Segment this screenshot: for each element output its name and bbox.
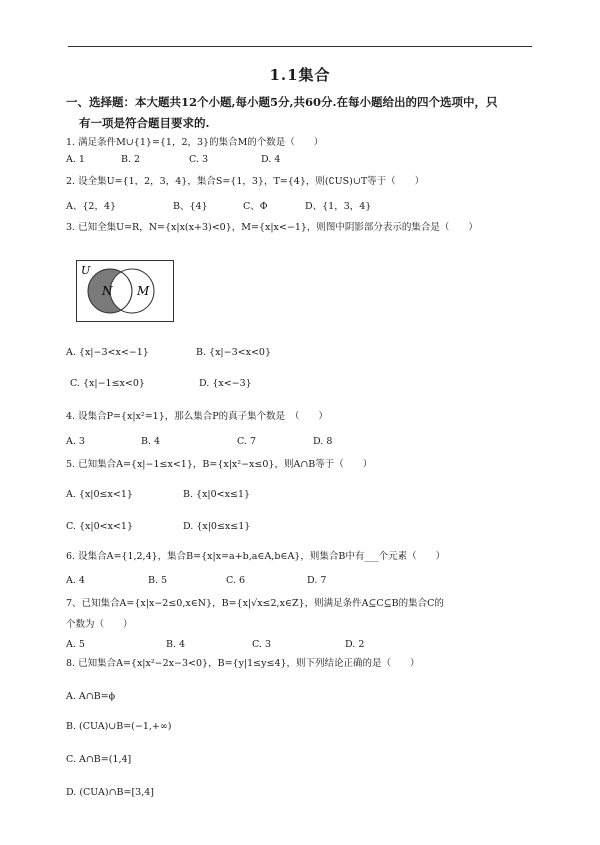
venn-diagram xyxy=(76,260,174,322)
q2-option-b: B、{4} xyxy=(173,201,208,212)
q4-option-d: D. 8 xyxy=(313,436,333,447)
q2-option-c: C、Φ xyxy=(243,201,268,212)
question-8-stem: 8. 已知集合A={x|x²−2x−3<0}，B={y|1≤y≤4}，则下列结论正确的是（ ） xyxy=(66,658,420,669)
q4-option-b: B. 4 xyxy=(141,436,161,447)
venn-label-u: U xyxy=(81,264,91,277)
venn-label-n: N xyxy=(102,284,113,298)
q2-option-a: A、{2，4} xyxy=(66,201,117,212)
q8-option-a: A. A∩B=ϕ xyxy=(66,691,116,702)
q7-option-d: D. 2 xyxy=(345,639,365,650)
q1-option-d: D. 4 xyxy=(261,154,281,165)
q4-option-a: A. 3 xyxy=(66,436,85,447)
q1-option-c: C. 3 xyxy=(189,154,209,165)
q6-option-d: D. 7 xyxy=(307,575,327,586)
question-1-stem: 1. 满足条件M∪{1}={1，2，3}的集合M的个数是（ ） xyxy=(66,137,324,148)
q4-option-c: C. 7 xyxy=(237,436,257,447)
q3-option-c: C. {x|−1≤x<0} xyxy=(70,378,145,389)
q5-option-a: A. {x|0≤x<1} xyxy=(66,489,133,500)
q7-option-a: A. 5 xyxy=(66,639,85,650)
header-rule xyxy=(68,46,532,47)
venn-label-m: M xyxy=(137,284,150,298)
page-title: 1.1集合 xyxy=(269,66,331,84)
q3-option-a: A. {x|−3<x<−1} xyxy=(66,347,149,358)
question-2-stem: 2. 设全集U={1，2，3，4}，集合S={1，3}，T={4}，则(∁US)∪T等于（ ） xyxy=(66,176,425,187)
question-6-stem: 6. 设集合A={1,2,4}，集合B={x|x=a+b,a∈A,b∈A}，则集合B中有___个元素（ ） xyxy=(66,551,446,562)
question-7-stem-continued: 个数为（ ） xyxy=(66,619,133,630)
section-line-2: 有一项是符合题目要求的. xyxy=(79,116,210,130)
question-5-stem: 5. 已知集合A={x|−1≤x<1}，B={x|x²−x≤0}，则A∩B等于（ ） xyxy=(66,459,373,470)
q1-option-a: A. 1 xyxy=(66,154,85,165)
q6-option-a: A. 4 xyxy=(66,575,85,586)
q7-option-b: B. 4 xyxy=(166,639,186,650)
question-7-stem: 7、已知集合A={x|x−2≤0,x∈N}，B={x|√x≤2,x∈Z}，则满足条件A⊆C⊆B的集合C的 xyxy=(66,598,444,609)
q5-option-d: D. {x|0≤x≤1} xyxy=(183,521,251,532)
q8-option-d: D. (CUA)∩B=[3,4] xyxy=(66,787,154,798)
q5-option-b: B. {x|0<x≤1} xyxy=(183,489,251,500)
q7-option-c: C. 3 xyxy=(252,639,272,650)
q6-option-b: B. 5 xyxy=(148,575,168,586)
q3-option-d: D. {x<−3} xyxy=(199,378,252,389)
q2-option-d: D、{1，3，4} xyxy=(305,201,372,212)
q3-option-b: B. {x|−3<x<0} xyxy=(196,347,271,358)
q6-option-c: C. 6 xyxy=(226,575,246,586)
q8-option-c: C. A∩B=(1,4] xyxy=(66,754,132,765)
section-line-1: 一、选择题：本大题共12个小题,每小题5分,共60分.在每小题给出的四个选项中，只 xyxy=(66,95,498,109)
q1-option-b: B. 2 xyxy=(121,154,141,165)
q8-option-b: B. (CUA)∪B=(−1,+∞) xyxy=(66,721,172,732)
section-heading xyxy=(66,92,542,134)
question-3-stem: 3. 已知全集U=R，N={x|x(x+3)<0}，M={x|x<−1}，则图中阴影部分表示的集合是（ ） xyxy=(66,222,478,233)
question-4-stem: 4. 设集合P={x|x²=1}，那么集合P的真子集个数是 （ ） xyxy=(66,411,328,422)
q5-option-c: C. {x|0<x<1} xyxy=(66,521,133,532)
